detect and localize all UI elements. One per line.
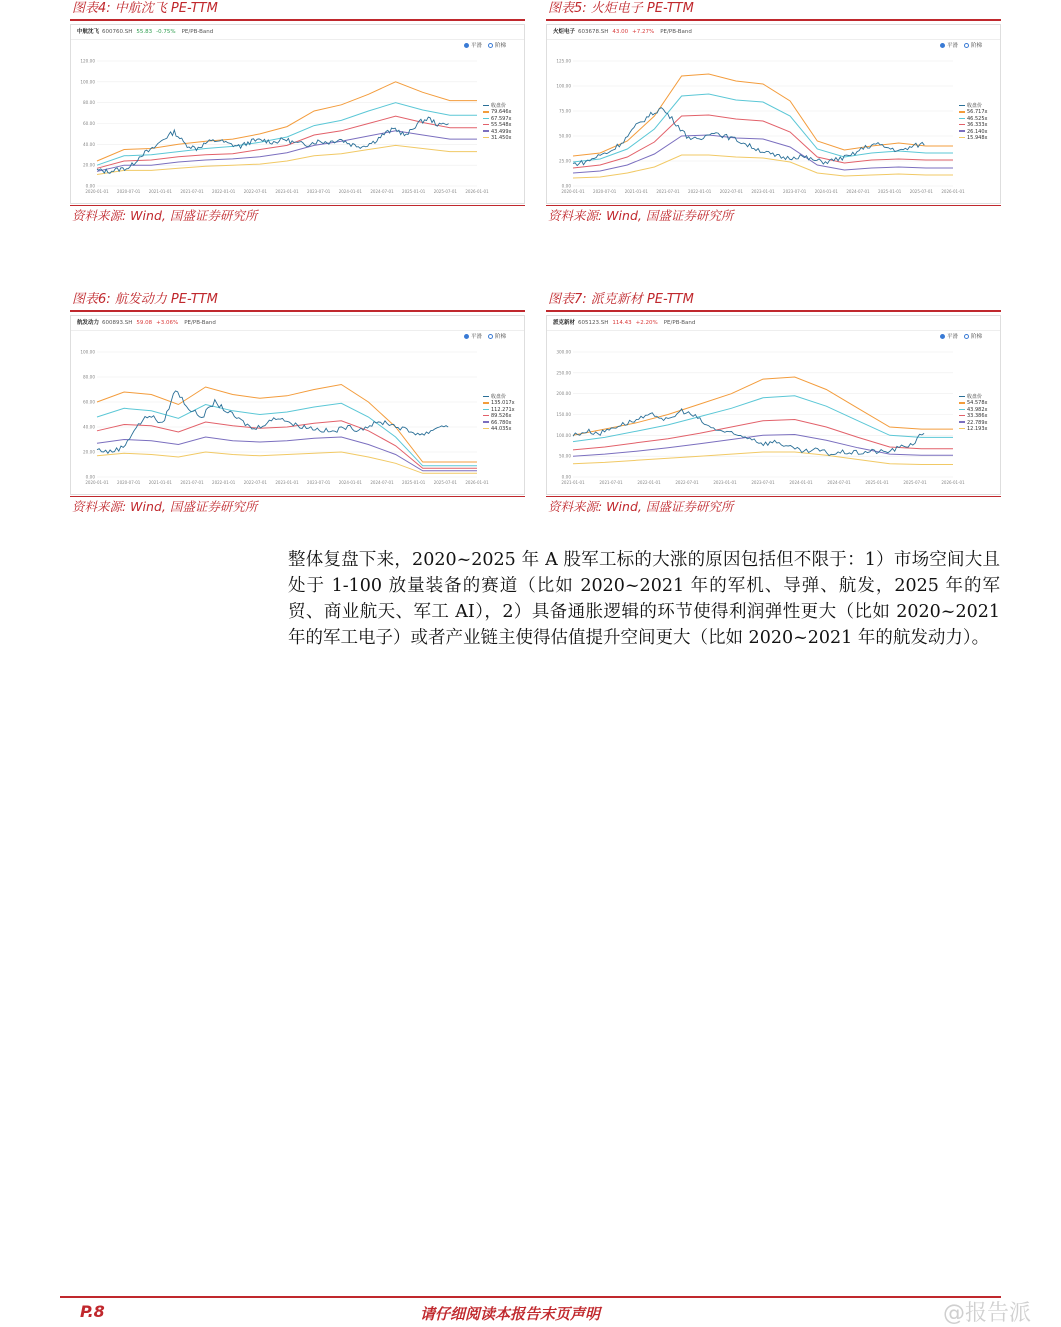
y-tick-label: 40.00: [83, 424, 95, 430]
chart-panel: [546, 24, 1001, 204]
x-tick-label: 2023-07-01: [307, 189, 331, 194]
legend-swatch-icon: [959, 111, 965, 113]
x-tick-label: 2020-01-01: [561, 189, 585, 194]
radio-label: 阶梯: [971, 334, 983, 340]
stock-name: 中航沈飞: [77, 29, 100, 35]
stock-change: +2.20%: [635, 320, 658, 326]
stock-code: 605123.SH: [578, 320, 609, 326]
y-tick-label: 50.00: [559, 133, 571, 139]
legend-label: 26.140x: [967, 128, 988, 135]
legend-swatch-icon: [959, 130, 965, 132]
stock-price: 59.08: [136, 320, 153, 326]
x-tick-label: 2022-07-01: [243, 480, 267, 485]
x-tick-label: 2022-07-01: [675, 480, 699, 485]
x-tick-label: 2021-07-01: [656, 189, 680, 194]
stock-code: 600760.SH: [102, 29, 133, 35]
legend-label: 收盘价: [967, 103, 983, 109]
y-tick-label: 20.00: [83, 449, 95, 455]
y-tick-label: 75.00: [559, 108, 571, 114]
legend-label: 89.526x: [491, 413, 512, 420]
figure-title: 图表4: 中航沈飞 PE-TTM: [72, 1, 218, 16]
legend-swatch-icon: [483, 130, 489, 132]
y-tick-label: 150.00: [556, 412, 571, 417]
chart-legend: [959, 394, 987, 432]
chart-panel: [546, 315, 1001, 495]
band-line-2: [97, 103, 477, 166]
x-tick-label: 2026-01-01: [465, 480, 489, 485]
x-tick-label: 2023-01-01: [275, 189, 299, 194]
stock-name: 派克新材: [553, 320, 576, 326]
y-tick-label: 125.00: [556, 58, 571, 64]
footer-rule: [60, 1296, 1001, 1298]
y-tick-label: 50.00: [559, 453, 571, 459]
y-tick-label: 120.00: [80, 58, 95, 64]
y-tick-label: 100.00: [556, 83, 571, 89]
x-tick-label: 2022-07-01: [243, 189, 267, 194]
stock-price: 55.83: [136, 29, 153, 35]
y-tick-label: 100.00: [80, 79, 95, 85]
legend-label: 54.578x: [967, 400, 988, 407]
x-tick-label: 2025-07-01: [909, 189, 933, 194]
figure-source: 资料来源: Wind, 国盛证券研究所: [72, 499, 258, 514]
legend-item[interactable]: [959, 426, 987, 432]
x-tick-label: 2021-01-01: [561, 480, 585, 485]
y-tick-label: 0.00: [85, 183, 95, 189]
watermark-text: @报告派: [943, 1301, 1032, 1326]
legend-label: 79.646x: [491, 109, 512, 116]
radio-label: 阶梯: [495, 334, 507, 340]
x-tick-label: 2021-07-01: [180, 480, 204, 485]
band-line-2: [573, 94, 953, 162]
tab-pe-pb-band[interactable]: PE/PB-Band: [660, 29, 692, 35]
body-paragraph: 整体复盘下来，2020~2025 年 A 股军工标的大涨的原因包括但不限于：1）市场空间大且处于 1-100 放量装备的赛道（比如 2020~2021 年的军机、导弹、航发，2025 年的军贸、商业航天、军工 AI），2）具备通胀逻辑的环节使得利润弹性更大（比如 2020~2021 年的军工电子）或者产业链主使得估值提升空间更大（比如 2020~2021 年的航发动力）。: [288, 550, 1000, 648]
figure-top-rule: [546, 310, 1001, 312]
legend-swatch-icon: [959, 124, 965, 126]
legend-swatch-icon: [959, 118, 965, 120]
chart-legend: [483, 103, 511, 141]
legend-label: 66.780x: [491, 419, 512, 426]
x-tick-label: 2020-07-01: [117, 480, 141, 485]
figure-title: 图表7: 派克新材 PE-TTM: [548, 292, 694, 307]
legend-label: 46.525x: [967, 115, 988, 122]
stock-price: 43.00: [612, 29, 629, 35]
pe-band-chart: [547, 316, 1002, 496]
footer-disclaimer: 请仔细阅读本报告末页声明: [420, 1305, 601, 1323]
y-tick-label: 40.00: [83, 141, 95, 147]
legend-swatch-icon: [483, 105, 489, 107]
x-tick-label: 2022-01-01: [688, 189, 712, 194]
legend-swatch-icon: [959, 409, 965, 411]
y-tick-label: 100.00: [80, 349, 95, 355]
legend-swatch-icon: [483, 402, 489, 404]
legend-label: 收盘价: [491, 103, 507, 109]
stock-name: 火炬电子: [553, 29, 576, 35]
figure-source: 资料来源: Wind, 国盛证券研究所: [72, 208, 258, 223]
legend-swatch-icon: [483, 415, 489, 417]
band-line-2: [573, 396, 953, 442]
chart-legend: [483, 394, 515, 432]
stock-code: 603678.SH: [578, 29, 609, 35]
y-tick-label: 300.00: [556, 349, 571, 355]
x-tick-label: 2025-01-01: [402, 189, 426, 194]
legend-swatch-icon: [959, 396, 965, 398]
stock-change: +3.06%: [156, 320, 179, 326]
x-tick-label: 2024-07-01: [846, 189, 870, 194]
x-tick-label: 2024-01-01: [789, 480, 813, 485]
y-tick-label: 0.00: [561, 183, 571, 189]
y-tick-label: 20.00: [83, 162, 95, 168]
legend-item[interactable]: [483, 426, 515, 432]
legend-label: 55.548x: [491, 122, 512, 129]
x-tick-label: 2023-07-01: [751, 480, 775, 485]
legend-label: 56.717x: [967, 109, 988, 116]
radio-label: 平滑: [471, 43, 483, 49]
legend-item[interactable]: [959, 135, 987, 141]
legend-label: 36.333x: [967, 122, 988, 129]
stock-change: +7.27%: [632, 29, 655, 35]
stock-price: 114.43: [612, 320, 632, 326]
x-tick-label: 2026-01-01: [941, 480, 965, 485]
x-tick-label: 2021-01-01: [148, 480, 172, 485]
figure-title: 图表5: 火炬电子 PE-TTM: [548, 1, 694, 16]
price-line: [97, 391, 448, 453]
tab-pe-pb-band[interactable]: PE/PB-Band: [663, 320, 696, 326]
legend-label: 67.597x: [491, 115, 512, 122]
y-tick-label: 80.00: [83, 100, 95, 106]
legend-swatch-icon: [959, 105, 965, 107]
x-tick-label: 2025-01-01: [402, 480, 426, 485]
band-line-1: [97, 385, 477, 463]
stock-code: 600893.SH: [102, 320, 133, 326]
legend-swatch-icon: [483, 111, 489, 113]
legend-label: 44.035x: [491, 426, 512, 433]
legend-swatch-icon: [959, 428, 965, 430]
legend-item[interactable]: [483, 135, 511, 141]
x-tick-label: 2024-01-01: [338, 189, 362, 194]
x-tick-label: 2026-01-01: [941, 189, 965, 194]
x-tick-label: 2022-01-01: [212, 480, 236, 485]
x-tick-label: 2020-07-01: [593, 189, 617, 194]
chart-panel: [70, 24, 525, 204]
price-line: [573, 108, 924, 166]
x-tick-label: 2020-01-01: [85, 189, 109, 194]
band-line-1: [573, 377, 953, 435]
y-tick-label: 200.00: [556, 391, 571, 397]
x-tick-label: 2023-07-01: [783, 189, 807, 194]
x-tick-label: 2025-07-01: [433, 480, 457, 485]
y-tick-label: 0.00: [85, 474, 95, 480]
x-tick-label: 2024-01-01: [814, 189, 838, 194]
legend-swatch-icon: [483, 409, 489, 411]
y-tick-label: 60.00: [83, 399, 95, 405]
band-line-3: [97, 116, 477, 168]
x-tick-label: 2023-01-01: [751, 189, 775, 194]
chart-legend: [959, 103, 987, 141]
stock-name: 航发动力: [77, 320, 100, 326]
legend-swatch-icon: [959, 415, 965, 417]
figure-title: 图表6: 航发动力 PE-TTM: [72, 292, 218, 307]
y-tick-label: 0.00: [561, 474, 571, 480]
chart-panel: [70, 315, 525, 495]
x-tick-label: 2022-01-01: [212, 189, 236, 194]
legend-swatch-icon: [483, 137, 489, 139]
legend-label: 15.948x: [967, 135, 988, 142]
pe-band-chart: [71, 316, 526, 496]
x-tick-label: 2023-07-01: [307, 480, 331, 485]
radio-label: 平滑: [947, 334, 959, 340]
x-tick-label: 2025-07-01: [903, 480, 927, 485]
x-tick-label: 2025-01-01: [878, 189, 902, 194]
x-tick-label: 2024-07-01: [370, 189, 394, 194]
x-tick-label: 2020-01-01: [85, 480, 109, 485]
x-tick-label: 2025-07-01: [433, 189, 457, 194]
legend-swatch-icon: [483, 428, 489, 430]
legend-label: 112.271x: [491, 406, 515, 413]
x-tick-label: 2022-01-01: [637, 480, 661, 485]
legend-label: 43.982x: [967, 406, 988, 413]
figure-top-rule: [70, 310, 525, 312]
x-tick-label: 2024-07-01: [827, 480, 851, 485]
radio-label: 平滑: [471, 334, 483, 340]
legend-label: 收盘价: [967, 394, 983, 400]
legend-swatch-icon: [483, 421, 489, 423]
y-tick-label: 100.00: [556, 432, 571, 438]
x-tick-label: 2020-07-01: [117, 189, 141, 194]
x-tick-label: 2023-01-01: [713, 480, 737, 485]
tab-pe-pb-band[interactable]: PE/PB-Band: [181, 29, 214, 35]
radio-label: 平滑: [947, 43, 959, 49]
x-tick-label: 2022-07-01: [719, 189, 743, 194]
figure-source: 资料来源: Wind, 国盛证券研究所: [548, 208, 734, 223]
y-tick-label: 25.00: [559, 158, 571, 164]
x-tick-label: 2024-07-01: [370, 480, 394, 485]
legend-label: 12.193x: [967, 426, 988, 433]
stock-change: -0.75%: [156, 29, 176, 35]
x-tick-label: 2021-07-01: [599, 480, 623, 485]
tab-pe-pb-band[interactable]: PE/PB-Band: [184, 320, 216, 326]
band-line-4: [573, 135, 953, 173]
pe-band-chart: [71, 25, 526, 205]
legend-label: 31.450x: [491, 135, 512, 142]
y-tick-label: 250.00: [556, 370, 571, 376]
legend-label: 33.386x: [967, 413, 988, 420]
x-tick-label: 2021-01-01: [148, 189, 172, 194]
y-tick-label: 80.00: [83, 374, 95, 380]
x-tick-label: 2026-01-01: [465, 189, 489, 194]
pe-band-chart: [547, 25, 1002, 205]
legend-label: 135.017x: [491, 400, 515, 407]
y-tick-label: 60.00: [83, 121, 95, 126]
legend-swatch-icon: [959, 137, 965, 139]
radio-label: 阶梯: [495, 43, 507, 49]
legend-swatch-icon: [959, 421, 965, 423]
band-line-5: [573, 155, 953, 178]
legend-label: 43.499x: [491, 128, 512, 135]
legend-label: 22.789x: [967, 419, 988, 426]
x-tick-label: 2021-07-01: [180, 189, 204, 194]
band-line-3: [573, 115, 953, 168]
band-line-3: [97, 421, 477, 469]
x-tick-label: 2024-01-01: [338, 480, 362, 485]
x-tick-label: 2025-01-01: [865, 480, 889, 485]
legend-label: 收盘价: [491, 394, 507, 400]
legend-swatch-icon: [483, 118, 489, 120]
page-number: P.8: [80, 1302, 105, 1321]
band-line-1: [573, 74, 953, 156]
figure-top-rule: [70, 19, 525, 21]
x-tick-label: 2021-01-01: [624, 189, 648, 194]
figure-source: 资料来源: Wind, 国盛证券研究所: [548, 499, 734, 514]
legend-swatch-icon: [959, 402, 965, 404]
legend-swatch-icon: [483, 124, 489, 126]
figure-top-rule: [546, 19, 1001, 21]
legend-swatch-icon: [483, 396, 489, 398]
radio-label: 阶梯: [971, 43, 983, 49]
x-tick-label: 2023-01-01: [275, 480, 299, 485]
